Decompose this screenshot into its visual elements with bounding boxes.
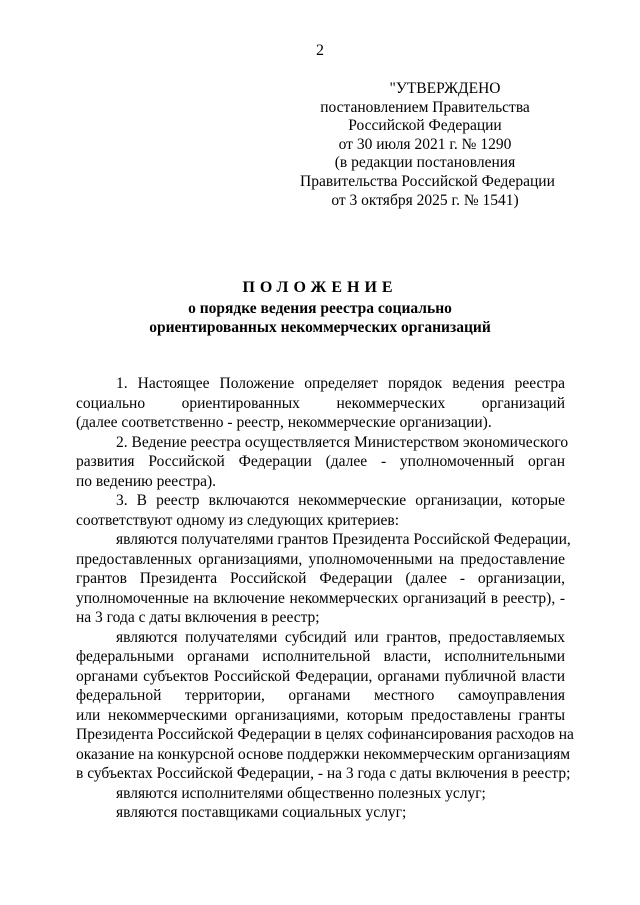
text-line: федеральной территории, органами местного самоуправления: [76, 687, 565, 704]
criterion-public-services: [76, 784, 565, 804]
text-line: (далее соответственно - реестр, некоммерческие организации).: [76, 414, 492, 431]
criterion-social-services: [76, 803, 565, 823]
paragraph-3: [76, 491, 565, 530]
text-line: на 3 года с даты включения в реестр;: [76, 609, 320, 626]
approval-line: "УТВЕРЖДЕНО: [389, 80, 501, 97]
text-line: развития Российской Федерации (далее - уполномоченный орган: [76, 453, 565, 470]
text-line: являются поставщиками социальных услуг;: [116, 804, 407, 821]
text-line: являются исполнителями общественно полезных услуг;: [116, 784, 486, 802]
text-line: в субъектах Российской Федерации, - на 3 года с даты включения в реестр;: [76, 765, 571, 782]
paragraph-1: [76, 374, 565, 433]
criterion-subsidies: [76, 628, 574, 784]
document-title: ПОЛОЖЕНИЕ: [242, 279, 398, 296]
text-line: являются получателями грантов Президента Российской Федерации,: [116, 531, 571, 548]
approval-line: от 3 октября 2025 г. № 1541): [331, 191, 519, 209]
text-line: по ведению реестра).: [76, 472, 217, 490]
text-line: 3. В реестр включаются некоммерческие организации, которые: [116, 492, 565, 509]
subtitle-line: о порядке ведения реестра социально: [188, 300, 452, 317]
criterion-grants: [76, 530, 571, 628]
text-line: или некоммерческими организациями, которым предоставлены гранты: [76, 706, 565, 724]
text-line: социально ориентированных некоммерческих организаций: [76, 394, 565, 412]
text-line: являются получателями субсидий или грантов, предоставляемых: [116, 628, 565, 646]
text-line: 2. Ведение реестра осуществляется Министерством экономического: [116, 433, 569, 451]
document-subtitle: [0, 299, 640, 337]
text-line: соответствуют одному из следующих критериев:: [76, 511, 400, 529]
text-line: грантов Президента Российской Федерации (далее - организации,: [76, 570, 565, 587]
text-line: оказание на конкурсной основе поддержки некоммерческим организациям: [76, 745, 571, 763]
approval-line: (в редакции постановления: [334, 154, 516, 172]
approval-stamp: [300, 80, 555, 210]
approval-line: Российской Федерации: [348, 117, 502, 135]
paragraph-2: [76, 433, 569, 492]
text-line: органами субъектов Российской Федерации, органами публичной власти: [76, 667, 565, 685]
text-line: Президента Российской Федерации в целях софинансирования расходов на: [76, 726, 574, 743]
approval-line: постановлением Правительства: [320, 98, 530, 116]
text-line: федеральными органами исполнительной власти, исполнительными: [76, 648, 565, 665]
text-line: уполномоченные на включение некоммерческих организаций в реестр), -: [76, 589, 565, 607]
subtitle-line: ориентированных некоммерческих организаций: [149, 319, 491, 336]
text-line: предоставленных организациями, уполномоченными на предоставление: [76, 550, 565, 568]
page-number: 2: [316, 42, 324, 59]
text-line: 1. Настоящее Положение определяет порядок ведения реестра: [116, 375, 565, 392]
document-body: [76, 374, 574, 823]
approval-line: Правительства Российской Федерации: [300, 172, 555, 190]
approval-line: от 30 июля 2021 г. № 1290: [338, 135, 512, 153]
